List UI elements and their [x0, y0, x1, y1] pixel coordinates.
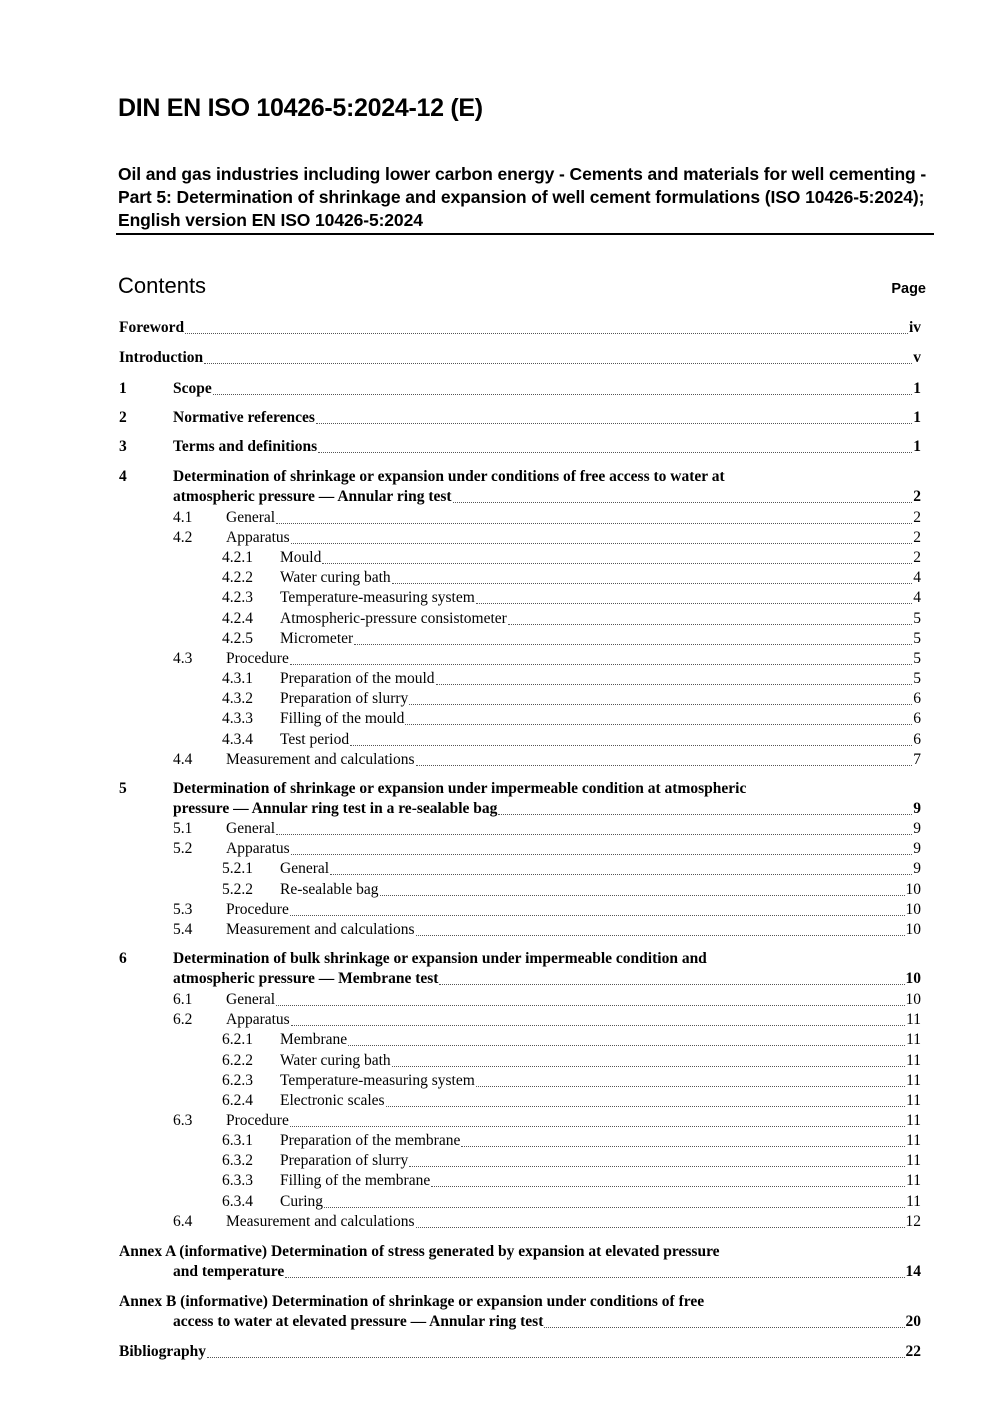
- toc-entry-number: 6.2: [173, 1011, 193, 1028]
- dot-leader: [416, 1227, 905, 1228]
- dot-leader: [476, 1086, 905, 1087]
- dot-leader: [213, 394, 913, 395]
- toc-entry-number: 5: [119, 780, 127, 797]
- toc-entry-number: 3: [119, 438, 127, 455]
- dot-leader: [290, 915, 905, 916]
- toc-entry-number: 6.2.3: [222, 1072, 253, 1089]
- toc-entry-title: General: [226, 991, 276, 1008]
- dot-leader: [508, 624, 912, 625]
- toc-entry[interactable]: [173, 649, 921, 669]
- toc-entry[interactable]: [119, 318, 921, 338]
- toc-entry-page-number: 1: [913, 409, 921, 426]
- dot-leader: [409, 704, 912, 705]
- toc-entry-number: 6.2.4: [222, 1092, 253, 1109]
- toc-entry-title: pressure — Annular ring test in a re-sealable bag: [173, 800, 498, 817]
- toc-entry[interactable]: [173, 1010, 921, 1030]
- toc-entry-number: 6.1: [173, 991, 193, 1008]
- toc-entry-page-number: iv: [908, 319, 921, 336]
- dot-leader: [291, 1025, 905, 1026]
- toc-entry-title: Atmospheric-pressure consistometer: [280, 610, 507, 627]
- toc-entry-number: 4: [119, 468, 127, 485]
- dot-leader: [409, 1166, 905, 1167]
- toc-entry-number: 5.2: [173, 840, 193, 857]
- dot-leader: [324, 1207, 905, 1208]
- dot-leader: [416, 765, 913, 766]
- toc-entry-number: 4.3: [173, 650, 193, 667]
- dot-leader: [354, 644, 912, 645]
- toc-entry-title: Preparation of slurry: [280, 1152, 409, 1169]
- dot-leader: [380, 895, 905, 896]
- toc-entry-title: Filling of the membrane: [280, 1172, 431, 1189]
- toc-entry-number: 5.2.1: [222, 860, 253, 877]
- toc-entry[interactable]: [222, 880, 921, 900]
- toc-entry-title: Curing: [280, 1193, 324, 1210]
- toc-entry-page-number: 10: [905, 970, 921, 987]
- dot-leader: [318, 452, 912, 453]
- toc-entry-title: atmospheric pressure — Annular ring test: [173, 488, 452, 505]
- dot-leader: [392, 583, 913, 584]
- toc-entry-title: Apparatus: [226, 1011, 290, 1028]
- toc-entry[interactable]: [173, 900, 921, 920]
- toc-entry-title: Apparatus: [226, 529, 290, 546]
- toc-entry-number: 4.1: [173, 509, 193, 526]
- toc-entry[interactable]: [173, 1111, 921, 1131]
- toc-entry-title-line: Annex A (informative) Determination of stress generated by expansion at elevated pressure: [119, 1243, 720, 1260]
- toc-entry-title: Membrane: [280, 1031, 348, 1048]
- toc-entry[interactable]: [222, 1151, 921, 1171]
- toc-entry-page-number: 20: [905, 1313, 921, 1330]
- toc-entry-title: Test period: [280, 731, 350, 748]
- toc-entry-title: atmospheric pressure — Membrane test: [173, 970, 439, 987]
- toc-entry-title-line: Annex B (informative) Determination of shrinkage or expansion under conditions of free: [119, 1293, 705, 1310]
- toc-entry-page-number: 1: [913, 380, 921, 397]
- toc-entry-title: Temperature-measuring system: [280, 589, 475, 606]
- toc-entry-number: 6.4: [173, 1213, 193, 1230]
- toc-entry-title: Temperature-measuring system: [280, 1072, 475, 1089]
- toc-entry[interactable]: [173, 990, 921, 1010]
- toc-entry-page-number: 11: [906, 1031, 921, 1048]
- toc-entry[interactable]: [119, 437, 921, 457]
- dot-leader: [392, 1066, 905, 1067]
- dot-leader: [291, 543, 913, 544]
- toc-entry-title: Filling of the mould: [280, 710, 405, 727]
- toc-entry-number: 6.2.1: [222, 1031, 253, 1048]
- toc-entry-title: Re-sealable bag: [280, 881, 379, 898]
- dot-leader: [291, 854, 913, 855]
- dot-leader: [285, 1277, 904, 1278]
- toc-entry-page-number: 11: [906, 1052, 921, 1069]
- toc-entry[interactable]: [222, 730, 921, 750]
- toc-entry-page-number: 12: [905, 1213, 921, 1230]
- dot-leader: [453, 502, 913, 503]
- toc-entry-title: Electronic scales: [280, 1092, 385, 1109]
- toc-entry-page-number: 2: [913, 529, 921, 546]
- header-divider: [116, 233, 934, 235]
- toc-entry-number: 4.2.5: [222, 630, 253, 647]
- toc-entry[interactable]: [222, 1192, 921, 1212]
- toc-entry[interactable]: [222, 669, 921, 689]
- toc-entry-title: Foreword: [119, 319, 185, 336]
- toc-entry-number: 4.2: [173, 529, 193, 546]
- toc-entry[interactable]: [119, 1342, 921, 1362]
- toc-entry-title: Bibliography: [119, 1343, 206, 1360]
- toc-entry-page-number: 22: [905, 1343, 921, 1360]
- toc-entry[interactable]: [222, 548, 921, 568]
- document-subtitle: Oil and gas industries including lower carbon energy - Cements and materials for well cementing - Part 5: Determination of shrinkage and expansion of well cement formulations (ISO 10426-5:2024); English version EN ISO 10426-5:2024: [118, 164, 927, 230]
- toc-entry-page-number: 5: [913, 610, 921, 627]
- toc-entry-page-number: 1: [913, 438, 921, 455]
- dot-leader: [290, 664, 912, 665]
- toc-entry-title: access to water at elevated pressure — Annular ring test: [173, 1313, 544, 1330]
- toc-entry-title: and temperature: [173, 1263, 285, 1280]
- toc-entry-page-number: 10: [905, 881, 921, 898]
- toc-entry[interactable]: [119, 1242, 921, 1282]
- toc-entry-number: 4.2.4: [222, 610, 253, 627]
- toc-entry-number: 4.2.1: [222, 549, 253, 566]
- toc-entry[interactable]: [222, 689, 921, 709]
- toc-entry-page-number: 11: [906, 1072, 921, 1089]
- toc-entry-number: 4.3.2: [222, 690, 253, 707]
- toc-entry-number: 4.3.3: [222, 710, 253, 727]
- dot-leader: [436, 684, 913, 685]
- toc-entry-page-number: v: [913, 349, 921, 366]
- toc-entry-title: Water curing bath: [280, 569, 391, 586]
- toc-entry-number: 4.3.1: [222, 670, 253, 687]
- toc-entry-page-number: 2: [913, 488, 921, 505]
- toc-entry[interactable]: [173, 839, 921, 859]
- toc-entry-page-number: 2: [913, 549, 921, 566]
- toc-entry[interactable]: [173, 1212, 921, 1232]
- toc-entry[interactable]: [173, 528, 921, 548]
- dot-leader: [330, 874, 912, 875]
- toc-entry-title: Procedure: [226, 1112, 289, 1129]
- toc-entry[interactable]: [119, 949, 921, 989]
- toc-entry-number: 1: [119, 380, 127, 397]
- toc-entry-page-number: 6: [913, 731, 921, 748]
- dot-leader: [431, 1186, 905, 1187]
- dot-leader: [476, 603, 913, 604]
- toc-entry-title: Preparation of the mould: [280, 670, 435, 687]
- toc-entry-number: 6.2.2: [222, 1052, 253, 1069]
- toc-entry-title: Measurement and calculations: [226, 1213, 415, 1230]
- dot-leader: [204, 363, 912, 364]
- toc-entry-title: General: [280, 860, 330, 877]
- dot-leader: [316, 423, 912, 424]
- dot-leader: [276, 834, 912, 835]
- toc-entry-title: Procedure: [226, 901, 289, 918]
- toc-entry-page-number: 5: [913, 650, 921, 667]
- dot-leader: [276, 1005, 904, 1006]
- toc-entry[interactable]: [222, 609, 921, 629]
- toc-entry-number: 4.2.3: [222, 589, 253, 606]
- toc-entry[interactable]: [119, 1292, 921, 1332]
- dot-leader: [276, 523, 912, 524]
- toc-entry-page-number: 2: [913, 509, 921, 526]
- dot-leader: [498, 814, 912, 815]
- contents-heading: Contents: [118, 273, 207, 298]
- toc-entry-number: 6.3.2: [222, 1152, 253, 1169]
- toc-entry-page-number: 6: [913, 690, 921, 707]
- dot-leader: [348, 1045, 905, 1046]
- dot-leader: [439, 984, 904, 985]
- toc-entry-page-number: 14: [905, 1263, 921, 1280]
- dot-leader: [386, 1106, 905, 1107]
- toc-entry-page-number: 9: [913, 860, 921, 877]
- toc-entry[interactable]: [222, 1171, 921, 1191]
- toc-entry-page-number: 11: [906, 1132, 921, 1149]
- toc-entry-number: 6.3.4: [222, 1193, 253, 1210]
- toc-entry-number: 2: [119, 409, 127, 426]
- toc-entry[interactable]: [222, 1131, 921, 1151]
- dot-leader: [290, 1126, 905, 1127]
- toc-entry[interactable]: [119, 779, 921, 819]
- toc-entry-title: Apparatus: [226, 840, 290, 857]
- toc-entry-page-number: 11: [906, 1011, 921, 1028]
- toc-entry-page-number: 10: [905, 991, 921, 1008]
- toc-entry[interactable]: [222, 859, 921, 879]
- toc-entry[interactable]: [222, 588, 921, 608]
- toc-entry[interactable]: [222, 1071, 921, 1091]
- toc-entry-page-number: 9: [913, 820, 921, 837]
- toc-entry-page-number: 5: [913, 630, 921, 647]
- toc-entry-page-number: 4: [913, 589, 921, 606]
- dot-leader: [461, 1146, 905, 1147]
- toc-entry[interactable]: [222, 1091, 921, 1111]
- toc-entry[interactable]: [222, 709, 921, 729]
- toc-entry-title: Measurement and calculations: [226, 751, 415, 768]
- toc-entry-number: 5.4: [173, 921, 193, 938]
- dot-leader: [207, 1357, 905, 1358]
- toc-entry[interactable]: [119, 467, 921, 507]
- toc-entry-number: 6: [119, 950, 127, 967]
- toc-entry-number: 6.3: [173, 1112, 193, 1129]
- toc-entry[interactable]: [119, 408, 921, 428]
- toc-entry[interactable]: [173, 750, 921, 770]
- toc-entry[interactable]: [173, 508, 921, 528]
- toc-entry-page-number: 4: [913, 569, 921, 586]
- toc-entry[interactable]: [173, 819, 921, 839]
- toc-entry[interactable]: [222, 1030, 921, 1050]
- toc-entry-title: Water curing bath: [280, 1052, 391, 1069]
- toc-entry-number: 5.3: [173, 901, 193, 918]
- toc-entry-page-number: 6: [913, 710, 921, 727]
- toc-entry-title-line: Determination of bulk shrinkage or expansion under impermeable condition and: [173, 950, 707, 967]
- toc-entry-page-number: 5: [913, 670, 921, 687]
- toc-entry-page-number: 10: [905, 901, 921, 918]
- toc-entry[interactable]: [222, 568, 921, 588]
- dot-leader: [405, 724, 912, 725]
- dot-leader: [350, 745, 912, 746]
- toc-entry-page-number: 9: [913, 800, 921, 817]
- toc-entry-number: 4.2.2: [222, 569, 253, 586]
- toc-entry-title: Mould: [280, 549, 322, 566]
- dot-leader: [416, 935, 905, 936]
- toc-entry-title: Micrometer: [280, 630, 354, 647]
- toc-entry[interactable]: [222, 629, 921, 649]
- toc-entry-page-number: 11: [906, 1152, 921, 1169]
- dot-leader: [185, 333, 908, 334]
- toc-entry-number: 4.4: [173, 751, 193, 768]
- toc-entry[interactable]: [222, 1051, 921, 1071]
- toc-entry-title: Normative references: [173, 409, 315, 426]
- toc-entry-title: Measurement and calculations: [226, 921, 415, 938]
- toc-entry-number: 5.2.2: [222, 881, 253, 898]
- toc-entry-page-number: 11: [906, 1193, 921, 1210]
- toc-entry[interactable]: [119, 379, 921, 399]
- toc-entry-title: Preparation of the membrane: [280, 1132, 461, 1149]
- toc-entry-number: 6.3.1: [222, 1132, 253, 1149]
- toc-entry-page-number: 11: [906, 1092, 921, 1109]
- toc-entry-title: Scope: [173, 380, 212, 397]
- toc-entry-title-line: Determination of shrinkage or expansion under conditions of free access to water at: [173, 468, 725, 485]
- toc-entry-number: 4.3.4: [222, 731, 253, 748]
- toc-entry-number: 6.3.3: [222, 1172, 253, 1189]
- toc-entry-title: Introduction: [119, 349, 204, 366]
- page-column-heading: Page: [891, 281, 926, 297]
- toc-entry-title-line: Determination of shrinkage or expansion under impermeable condition at atmospheric: [173, 780, 747, 797]
- toc-entry-page-number: 9: [913, 840, 921, 857]
- dot-leader: [544, 1327, 904, 1328]
- toc-entry[interactable]: [119, 348, 921, 368]
- toc-entry-page-number: 7: [913, 751, 921, 768]
- toc-entry-title: Preparation of slurry: [280, 690, 409, 707]
- toc-entry-page-number: 11: [906, 1172, 921, 1189]
- toc-entry[interactable]: [173, 920, 921, 940]
- toc-entry-page-number: 11: [906, 1112, 921, 1129]
- toc-entry-page-number: 10: [905, 921, 921, 938]
- document-title: DIN EN ISO 10426-5:2024-12 (E): [118, 94, 483, 122]
- toc-entry-title: General: [226, 509, 276, 526]
- toc-entry-title: Procedure: [226, 650, 289, 667]
- toc-entry-number: 5.1: [173, 820, 193, 837]
- toc-entry-title: General: [226, 820, 276, 837]
- toc-entry-title: Terms and definitions: [173, 438, 318, 455]
- dot-leader: [322, 563, 912, 564]
